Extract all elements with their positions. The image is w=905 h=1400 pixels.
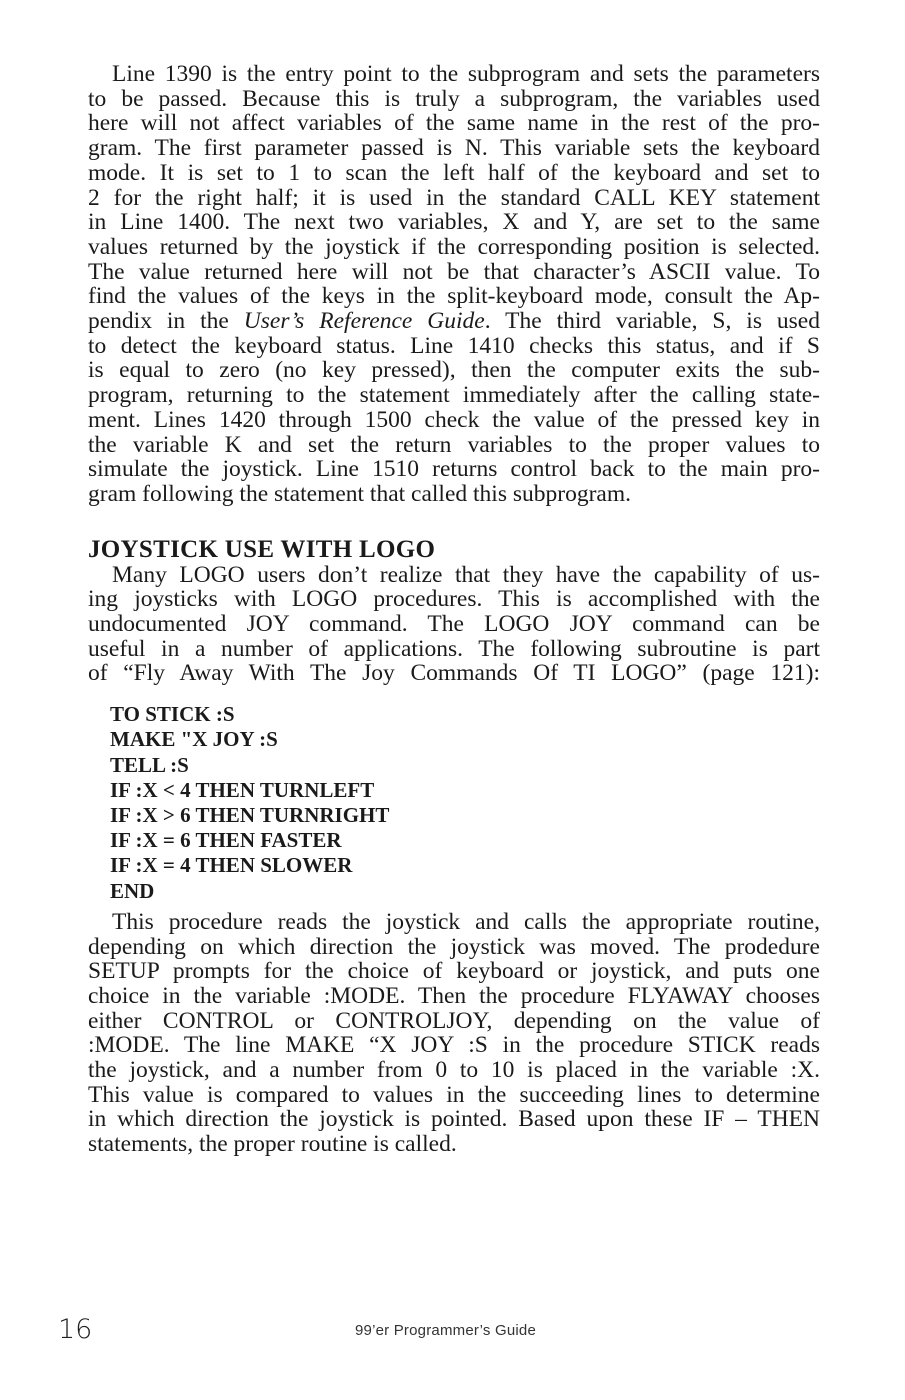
text-line: The value returned here will not be that character’s ASCII value. To [88, 258, 820, 285]
text-line: either CONTROL or CONTROLJOY, depending on the value of [88, 1007, 820, 1034]
text-line: gram following the statement that called this subprogram. [88, 480, 631, 507]
code-line: END [110, 878, 155, 903]
text-line: in which direction the joystick is pointed. Based upon these IF – THEN [88, 1106, 820, 1133]
page-body [88, 62, 820, 1157]
page-number: 16 [58, 1314, 93, 1345]
text-line: :MODE. The line MAKE “X JOY :S in the procedure STICK reads [88, 1032, 820, 1059]
text-line: undocumented JOY command. The LOGO JOY command can be [88, 611, 820, 638]
italic-title: User’s Reference Guide [243, 308, 485, 335]
code-line: TO STICK :S [110, 702, 235, 727]
text-line: ment. Lines 1420 through 1500 check the value of the pressed key in [88, 406, 820, 433]
section-heading: JOYSTICK USE WITH LOGO [88, 535, 436, 563]
text-line: choice in the variable :MODE. Then the procedure FLYAWAY chooses [88, 982, 820, 1009]
text-line-with-italic [88, 309, 820, 334]
text-line: here will not affect variables of the same name in the rest of the pro- [88, 110, 820, 137]
text-line: This value is compared to values in the succeeding lines to determine [88, 1081, 820, 1108]
code-line: TELL :S [110, 752, 189, 777]
text-line: to be passed. Because this is truly a subprogram, the variables used [88, 85, 820, 112]
text-line: This procedure reads the joystick and calls the appropriate routine, [112, 908, 820, 935]
paragraph-logo-intro [88, 563, 820, 687]
text-line: the joystick, and a number from 0 to 10 is placed in the variable :X. [88, 1057, 820, 1084]
text-line: values returned by the joystick if the corresponding position is selected. [88, 233, 820, 260]
text-segment: pendix in the [88, 308, 244, 335]
text-line: ing joysticks with LOGO procedures. This is accomplished with the [88, 586, 820, 613]
text-line: in Line 1400. The next two variables, X and Y, are set to the same [88, 209, 820, 236]
text-line: to detect the keyboard status. Line 1410 checks this status, and if S [88, 332, 820, 359]
text-line: gram. The first parameter passed is N. This variable sets the keyboard [88, 135, 820, 162]
text-line: of “Fly Away With The Joy Commands Of TI LOGO” (page 121): [88, 660, 820, 687]
code-line: IF :X > 6 THEN TURNRIGHT [110, 802, 390, 827]
text-line: program, returning to the statement immediately after the calling state- [88, 382, 820, 409]
text-line: Many LOGO users don’t realize that they have the capability of us- [112, 561, 820, 588]
text-line: SETUP prompts for the choice of keyboard or joystick, and puts one [88, 958, 820, 985]
paragraph-procedure-explanation [88, 910, 820, 1157]
code-line: IF :X = 4 THEN SLOWER [110, 853, 353, 878]
paragraph-subprogram-explanation [88, 62, 820, 507]
text-line: Line 1390 is the entry point to the subprogram and sets the parameters [112, 61, 820, 87]
text-line: depending on which direction the joystick was moved. The prodedure [88, 933, 820, 960]
text-line: statements, the proper routine is called. [88, 1131, 457, 1158]
text-line: 2 for the right half; it is used in the standard CALL KEY statement [88, 184, 820, 211]
code-line: IF :X < 4 THEN TURNLEFT [110, 777, 375, 802]
running-footer-title: 99’er Programmer’s Guide [355, 1322, 536, 1339]
code-line: IF :X = 6 THEN FASTER [110, 828, 342, 853]
text-line: useful in a number of applications. The following subroutine is part [88, 635, 820, 662]
text-line: find the values of the keys in the split-keyboard mode, consult the Ap- [88, 283, 820, 310]
code-line: MAKE "X JOY :S [110, 727, 278, 752]
text-line: mode. It is set to 1 to scan the left half of the keyboard and set to [88, 159, 820, 186]
text-line: is equal to zero (no key pressed), then the computer exits the sub- [88, 357, 820, 384]
code-listing [110, 702, 820, 904]
text-line: simulate the joystick. Line 1510 returns control back to the main pro- [88, 456, 820, 483]
text-line: the variable K and set the return variables to the proper values to [88, 431, 820, 458]
text-segment: . The third variable, S, is used [484, 308, 820, 335]
